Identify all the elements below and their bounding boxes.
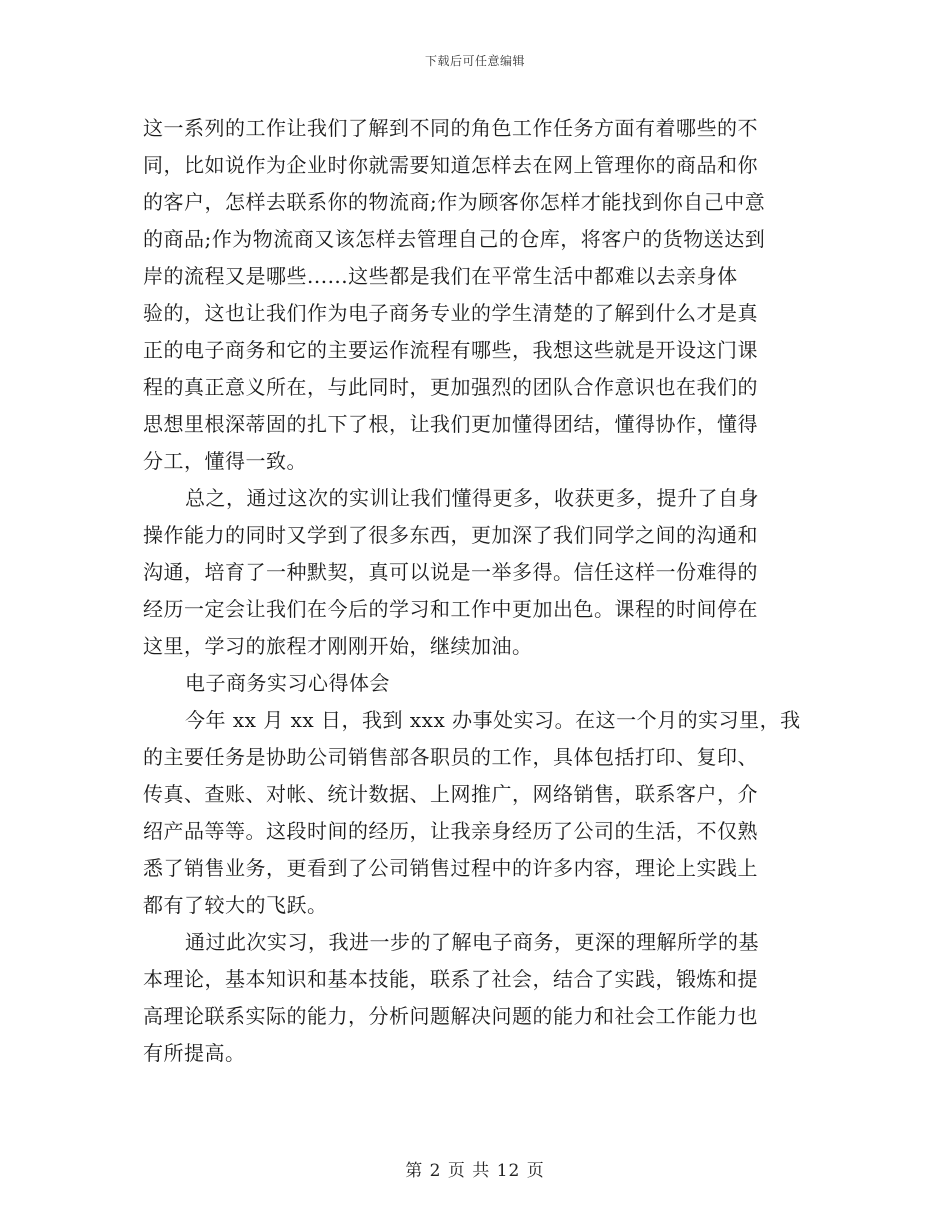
- page-number: 第 2 页 共 12 页: [405, 1161, 545, 1181]
- text-line: 正的电子商务和它的主要运作流程有哪些，我想这些就是开设这门课: [143, 338, 758, 362]
- text-line: 本理论，基本知识和基本技能，联系了社会，结合了实践，锻炼和提: [143, 967, 758, 991]
- text-line: 有所提高。: [143, 1041, 246, 1065]
- text-line: 的主要任务是协助公司销售部各职员的工作，具体包括打印、复印、: [143, 745, 758, 769]
- text-line: 这一系列的工作让我们了解到不同的角色工作任务方面有着哪些的不: [143, 116, 758, 140]
- text-line: 传真、查账、对帐、统计数据、上网推广，网络销售，联系客户，介: [143, 782, 758, 806]
- document-body: [143, 110, 809, 1072]
- section-heading: [143, 665, 809, 702]
- paragraph-1: [143, 110, 809, 480]
- text-line: 悉了销售业务，更看到了公司销售过程中的许多内容，理论上实践上: [143, 856, 758, 880]
- text-line: 都有了较大的飞跃。: [143, 893, 328, 917]
- text-line: 的商品;作为物流商又该怎样去管理自己的仓库，将客户的货物送达到: [143, 227, 766, 251]
- text-line: 绍产品等等。这段时间的经历，让我亲身经历了公司的生活，不仅熟: [143, 819, 758, 843]
- text-line: 程的真正意义所在，与此同时，更加强烈的团队合作意识也在我们的: [143, 375, 758, 399]
- text-line: 电子商务实习心得体会: [185, 671, 390, 695]
- text-line: 思想里根深蒂固的扎下了根，让我们更加懂得团结，懂得协作，懂得: [143, 412, 758, 436]
- page-header-note: 下载后可任意编辑: [424, 54, 525, 68]
- text-line: 总之，通过这次的实训让我们懂得更多，收获更多，提升了自身: [185, 486, 759, 510]
- text-line: 经历一定会让我们在今后的学习和工作中更加出色。课程的时间停在: [143, 597, 758, 621]
- paragraph-2: [143, 480, 809, 665]
- text-line: 今年 xx 月 xx 日，我到 xxx 办事处实习。在这一个月的实习里，我: [185, 708, 801, 732]
- text-line: 岸的流程又是哪些......这些都是我们在平常生活中都难以去亲身体: [143, 264, 738, 288]
- paragraph-3: [143, 702, 809, 924]
- text-line: 验的，这也让我们作为电子商务专业的学生清楚的了解到什么才是真: [143, 301, 758, 325]
- text-line: 分工，懂得一致。: [143, 449, 307, 473]
- text-line: 同，比如说作为企业时你就需要知道怎样去在网上管理你的商品和你: [143, 153, 758, 177]
- text-line: 通过此次实习，我进一步的了解电子商务，更深的理解所学的基: [185, 930, 759, 954]
- text-line: 这里，学习的旅程才刚刚开始，继续加油。: [143, 634, 533, 658]
- text-line: 的客户，怎样去联系你的物流商;作为顾客你怎样才能找到你自己中意: [143, 190, 766, 214]
- text-line: 高理论联系实际的能力，分析问题解决问题的能力和社会工作能力也: [143, 1004, 758, 1028]
- paragraph-4: [143, 924, 809, 1072]
- text-line: 操作能力的同时又学到了很多东西，更加深了我们同学之间的沟通和: [143, 523, 758, 547]
- text-line: 沟通，培育了一种默契，真可以说是一举多得。信任这样一份难得的: [143, 560, 758, 584]
